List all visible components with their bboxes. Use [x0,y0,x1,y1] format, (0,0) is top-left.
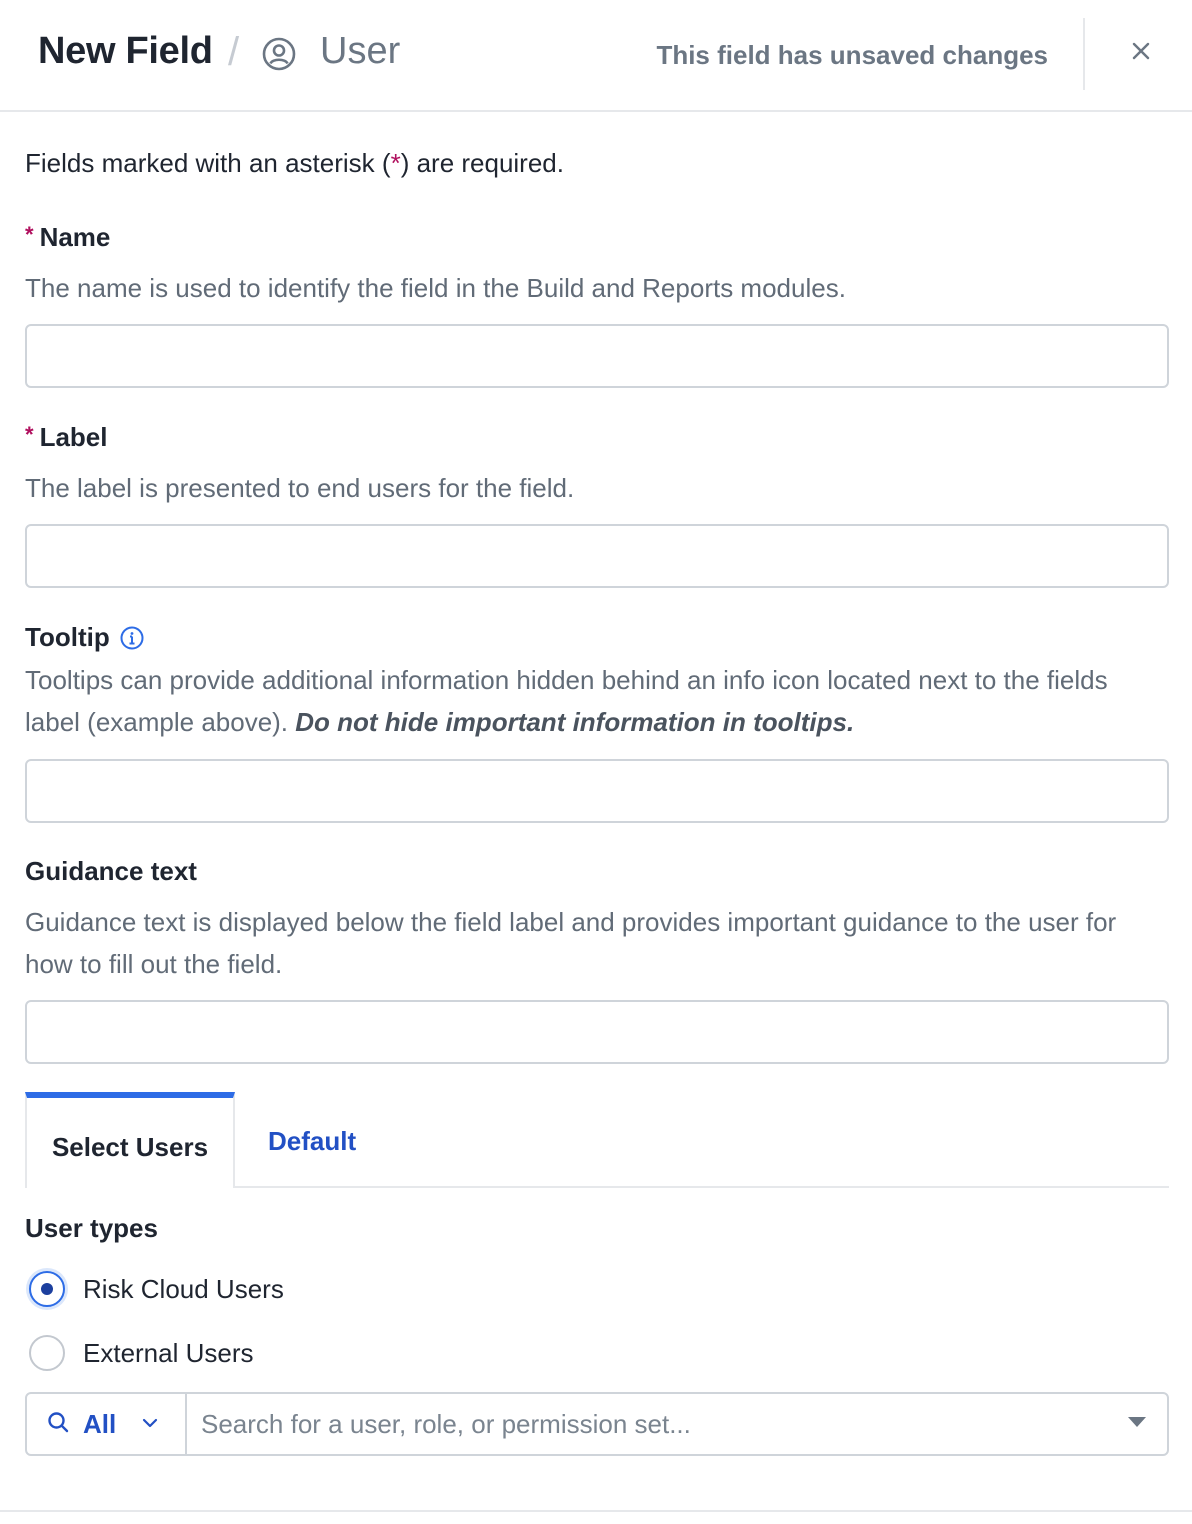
tab-bar [25,1090,1169,1188]
radio-label: External Users [83,1337,254,1368]
search-icon [47,1411,69,1438]
chevron-down-icon [142,1415,158,1433]
tooltip-label: Tooltip [25,622,144,653]
user-search-input[interactable] [187,1394,1107,1454]
guidance-label: Guidance text [25,856,197,886]
tab-default[interactable]: Default [268,1126,357,1156]
tooltip-help: Tooltips can provide additional information hidden behind an info icon located next to the fields label (example above). Do not hide important information in tooltips. [25,665,1108,737]
radio-button-selected[interactable] [29,1271,65,1307]
tooltip-warning: Do not hide important information in tooltips. [295,707,855,737]
tooltip-input[interactable] [25,759,1169,823]
breadcrumb-separator: / [228,30,240,74]
search-dropdown-toggle[interactable] [1107,1394,1167,1454]
search-scope-dropdown[interactable] [27,1394,187,1454]
info-icon[interactable] [120,626,144,650]
user-types-heading: User types [25,1213,158,1243]
name-label: * Name [25,221,111,252]
search-scope-value: All [83,1408,117,1439]
required-fields-note: Fields marked with an asterisk (*) are required. [25,148,564,178]
user-search-field [25,1392,1169,1456]
asterisk: * [390,148,401,178]
panel-header [0,0,1192,112]
radio-external-users[interactable] [29,1335,254,1371]
guidance-input[interactable] [25,1000,1169,1064]
radio-button[interactable] [29,1335,65,1371]
tab-select-users[interactable]: Select Users [25,1092,235,1188]
footer-divider [0,1510,1192,1512]
required-marker: * [25,221,34,247]
user-icon [262,37,296,71]
radio-label: Risk Cloud Users [83,1273,284,1304]
radio-risk-cloud-users[interactable] [29,1271,284,1307]
guidance-help: Guidance text is displayed below the field label and provides important guidance to the user for how to fill out the field. [25,907,1117,979]
required-marker: * [25,421,34,447]
close-icon [1131,41,1151,66]
header-divider [1083,18,1085,90]
label-label: * Label [25,421,108,452]
unsaved-changes-notice: This field has unsaved changes [656,40,1048,70]
page-title: New Field [38,30,213,72]
close-button[interactable] [1122,34,1160,72]
label-input[interactable] [25,524,1169,588]
caret-down-icon [1127,1415,1147,1433]
name-input[interactable] [25,324,1169,388]
breadcrumb-field-type: User [320,30,401,72]
label-help: The label is presented to end users for the field. [25,473,575,503]
name-help: The name is used to identify the field in the Build and Reports modules. [25,273,846,303]
